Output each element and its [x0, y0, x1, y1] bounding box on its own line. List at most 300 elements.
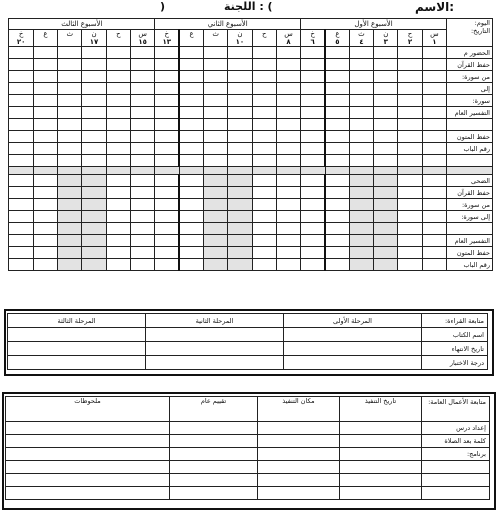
grid-cell[interactable] [106, 199, 130, 211]
grid-cell[interactable] [398, 259, 422, 271]
grid-cell[interactable] [349, 187, 373, 199]
grid-cell[interactable] [276, 259, 300, 271]
grid-cell[interactable] [374, 71, 398, 83]
grid-cell[interactable] [276, 199, 300, 211]
grid-cell[interactable] [33, 247, 57, 259]
grid-cell[interactable] [106, 95, 130, 107]
grid-cell[interactable] [228, 155, 252, 167]
grid-cell[interactable] [301, 187, 325, 199]
grid-cell[interactable] [58, 59, 82, 71]
grid-cell[interactable] [374, 235, 398, 247]
grid-cell[interactable] [374, 47, 398, 59]
public-works-cell[interactable] [258, 474, 340, 487]
grid-cell[interactable] [106, 175, 130, 187]
grid-cell[interactable] [228, 247, 252, 259]
grid-cell[interactable] [398, 235, 422, 247]
grid-cell[interactable] [276, 247, 300, 259]
grid-cell[interactable] [398, 71, 422, 83]
grid-cell[interactable] [155, 235, 179, 247]
grid-cell[interactable] [422, 131, 446, 143]
grid-cell[interactable] [131, 187, 155, 199]
grid-cell[interactable] [155, 259, 179, 271]
grid-cell[interactable] [82, 175, 106, 187]
grid-cell[interactable] [422, 143, 446, 155]
grid-cell[interactable] [179, 155, 203, 167]
public-works-cell[interactable] [340, 435, 422, 448]
grid-cell[interactable] [422, 235, 446, 247]
grid-cell[interactable] [228, 175, 252, 187]
grid-cell[interactable] [398, 187, 422, 199]
grid-cell[interactable] [106, 259, 130, 271]
grid-cell[interactable] [131, 247, 155, 259]
grid-cell[interactable] [33, 175, 57, 187]
grid-cell[interactable] [203, 211, 227, 223]
grid-cell[interactable] [179, 223, 203, 235]
grid-cell[interactable] [33, 259, 57, 271]
grid-cell[interactable] [398, 223, 422, 235]
grid-cell[interactable] [252, 71, 276, 83]
finish-date-stage-2[interactable] [146, 342, 284, 356]
public-works-cell[interactable] [340, 448, 422, 461]
grid-cell[interactable] [398, 107, 422, 119]
grid-cell[interactable] [9, 187, 33, 199]
grid-cell[interactable] [203, 247, 227, 259]
grid-cell[interactable] [325, 187, 349, 199]
grid-cell[interactable] [422, 107, 446, 119]
grid-cell[interactable] [276, 131, 300, 143]
grid-cell[interactable] [325, 107, 349, 119]
grid-cell[interactable] [131, 83, 155, 95]
grid-cell[interactable] [252, 59, 276, 71]
grid-cell[interactable] [276, 187, 300, 199]
grid-cell[interactable] [9, 247, 33, 259]
grid-cell[interactable] [301, 71, 325, 83]
grid-cell[interactable] [9, 95, 33, 107]
public-works-cell[interactable] [6, 422, 170, 435]
grid-cell[interactable] [155, 59, 179, 71]
grid-cell[interactable] [58, 47, 82, 59]
grid-cell[interactable] [374, 247, 398, 259]
grid-cell[interactable] [325, 247, 349, 259]
grid-cell[interactable] [228, 259, 252, 271]
grid-cell[interactable] [106, 83, 130, 95]
grid-cell[interactable] [179, 143, 203, 155]
grid-cell[interactable] [106, 71, 130, 83]
grid-cell[interactable] [349, 175, 373, 187]
grid-cell[interactable] [33, 187, 57, 199]
grid-cell[interactable] [228, 211, 252, 223]
grid-cell[interactable] [252, 47, 276, 59]
grid-cell[interactable] [325, 199, 349, 211]
grid-cell[interactable] [179, 47, 203, 59]
grid-cell[interactable] [82, 119, 106, 131]
grid-cell[interactable] [131, 71, 155, 83]
grid-cell[interactable] [349, 143, 373, 155]
grid-cell[interactable] [325, 131, 349, 143]
grid-cell[interactable] [82, 187, 106, 199]
grid-cell[interactable] [203, 235, 227, 247]
grid-cell[interactable] [398, 199, 422, 211]
public-works-cell[interactable] [340, 474, 422, 487]
grid-cell[interactable] [82, 235, 106, 247]
finish-date-stage-1[interactable] [284, 342, 422, 356]
grid-cell[interactable] [374, 155, 398, 167]
grid-cell[interactable] [155, 83, 179, 95]
grid-cell[interactable] [374, 83, 398, 95]
grid-cell[interactable] [106, 247, 130, 259]
grid-cell[interactable] [33, 59, 57, 71]
grid-cell[interactable] [422, 259, 446, 271]
grid-cell[interactable] [58, 259, 82, 271]
grid-cell[interactable] [58, 119, 82, 131]
grid-cell[interactable] [33, 199, 57, 211]
grid-cell[interactable] [325, 71, 349, 83]
grid-cell[interactable] [252, 95, 276, 107]
grid-cell[interactable] [349, 59, 373, 71]
grid-cell[interactable] [374, 143, 398, 155]
grid-cell[interactable] [276, 83, 300, 95]
grid-cell[interactable] [203, 131, 227, 143]
grid-cell[interactable] [374, 259, 398, 271]
grid-cell[interactable] [325, 155, 349, 167]
grid-cell[interactable] [131, 235, 155, 247]
grid-cell[interactable] [179, 175, 203, 187]
grid-cell[interactable] [398, 247, 422, 259]
grid-cell[interactable] [301, 155, 325, 167]
grid-cell[interactable] [131, 95, 155, 107]
grid-cell[interactable] [9, 155, 33, 167]
grid-cell[interactable] [82, 107, 106, 119]
grid-cell[interactable] [179, 199, 203, 211]
grid-cell[interactable] [106, 107, 130, 119]
grid-cell[interactable] [422, 247, 446, 259]
grid-cell[interactable] [82, 95, 106, 107]
grid-cell[interactable] [179, 235, 203, 247]
grid-cell[interactable] [325, 259, 349, 271]
grid-cell[interactable] [131, 211, 155, 223]
grid-cell[interactable] [106, 235, 130, 247]
grid-cell[interactable] [58, 235, 82, 247]
grid-cell[interactable] [203, 95, 227, 107]
grid-cell[interactable] [82, 259, 106, 271]
exam-grade-stage-1[interactable] [284, 356, 422, 370]
grid-cell[interactable] [58, 71, 82, 83]
grid-cell[interactable] [58, 143, 82, 155]
grid-cell[interactable] [33, 83, 57, 95]
grid-cell[interactable] [155, 211, 179, 223]
grid-cell[interactable] [422, 223, 446, 235]
grid-cell[interactable] [155, 119, 179, 131]
grid-cell[interactable] [58, 199, 82, 211]
grid-cell[interactable] [301, 59, 325, 71]
grid-cell[interactable] [58, 211, 82, 223]
finish-date-stage-3[interactable] [8, 342, 146, 356]
grid-cell[interactable] [82, 71, 106, 83]
grid-cell[interactable] [228, 235, 252, 247]
grid-cell[interactable] [33, 119, 57, 131]
grid-cell[interactable] [349, 223, 373, 235]
grid-cell[interactable] [58, 131, 82, 143]
grid-cell[interactable] [179, 107, 203, 119]
grid-cell[interactable] [301, 131, 325, 143]
public-works-cell[interactable] [340, 461, 422, 474]
grid-cell[interactable] [422, 155, 446, 167]
grid-cell[interactable] [203, 59, 227, 71]
grid-cell[interactable] [276, 95, 300, 107]
grid-cell[interactable] [252, 119, 276, 131]
grid-cell[interactable] [106, 119, 130, 131]
grid-cell[interactable] [58, 247, 82, 259]
grid-cell[interactable] [276, 143, 300, 155]
grid-cell[interactable] [203, 143, 227, 155]
grid-cell[interactable] [203, 47, 227, 59]
grid-cell[interactable] [203, 223, 227, 235]
grid-cell[interactable] [228, 47, 252, 59]
grid-cell[interactable] [33, 235, 57, 247]
public-works-cell[interactable] [170, 461, 258, 474]
grid-cell[interactable] [325, 223, 349, 235]
grid-cell[interactable] [301, 199, 325, 211]
grid-cell[interactable] [9, 47, 33, 59]
grid-cell[interactable] [374, 95, 398, 107]
grid-cell[interactable] [228, 71, 252, 83]
grid-cell[interactable] [131, 143, 155, 155]
grid-cell[interactable] [398, 211, 422, 223]
book-name-stage-3[interactable] [8, 328, 146, 342]
grid-cell[interactable] [422, 211, 446, 223]
grid-cell[interactable] [252, 155, 276, 167]
public-works-cell[interactable] [170, 422, 258, 435]
grid-cell[interactable] [228, 95, 252, 107]
grid-cell[interactable] [252, 107, 276, 119]
grid-cell[interactable] [106, 143, 130, 155]
grid-cell[interactable] [203, 119, 227, 131]
grid-cell[interactable] [349, 155, 373, 167]
grid-cell[interactable] [349, 211, 373, 223]
grid-cell[interactable] [58, 95, 82, 107]
grid-cell[interactable] [276, 211, 300, 223]
grid-cell[interactable] [349, 259, 373, 271]
grid-cell[interactable] [276, 235, 300, 247]
grid-cell[interactable] [228, 223, 252, 235]
grid-cell[interactable] [301, 175, 325, 187]
grid-cell[interactable] [106, 59, 130, 71]
public-works-cell[interactable] [258, 461, 340, 474]
grid-cell[interactable] [349, 71, 373, 83]
grid-cell[interactable] [301, 143, 325, 155]
grid-cell[interactable] [9, 175, 33, 187]
grid-cell[interactable] [228, 199, 252, 211]
grid-cell[interactable] [58, 175, 82, 187]
grid-cell[interactable] [325, 119, 349, 131]
grid-cell[interactable] [155, 71, 179, 83]
grid-cell[interactable] [33, 131, 57, 143]
grid-cell[interactable] [106, 211, 130, 223]
grid-cell[interactable] [398, 143, 422, 155]
grid-cell[interactable] [252, 83, 276, 95]
grid-cell[interactable] [82, 131, 106, 143]
grid-cell[interactable] [155, 107, 179, 119]
grid-cell[interactable] [301, 247, 325, 259]
grid-cell[interactable] [179, 83, 203, 95]
grid-cell[interactable] [179, 187, 203, 199]
grid-cell[interactable] [252, 175, 276, 187]
grid-cell[interactable] [131, 119, 155, 131]
grid-cell[interactable] [301, 107, 325, 119]
grid-cell[interactable] [106, 223, 130, 235]
book-name-stage-1[interactable] [284, 328, 422, 342]
grid-cell[interactable] [301, 83, 325, 95]
grid-cell[interactable] [155, 47, 179, 59]
public-works-cell[interactable] [258, 448, 340, 461]
grid-cell[interactable] [252, 223, 276, 235]
grid-cell[interactable] [276, 71, 300, 83]
grid-cell[interactable] [301, 95, 325, 107]
grid-cell[interactable] [9, 119, 33, 131]
exam-grade-stage-2[interactable] [146, 356, 284, 370]
grid-cell[interactable] [179, 211, 203, 223]
grid-cell[interactable] [155, 95, 179, 107]
grid-cell[interactable] [301, 47, 325, 59]
grid-cell[interactable] [58, 155, 82, 167]
grid-cell[interactable] [131, 107, 155, 119]
grid-cell[interactable] [33, 223, 57, 235]
grid-cell[interactable] [9, 131, 33, 143]
grid-cell[interactable] [131, 47, 155, 59]
grid-cell[interactable] [422, 119, 446, 131]
grid-cell[interactable] [374, 187, 398, 199]
grid-cell[interactable] [82, 83, 106, 95]
grid-cell[interactable] [301, 119, 325, 131]
grid-cell[interactable] [349, 199, 373, 211]
public-works-cell[interactable] [258, 435, 340, 448]
grid-cell[interactable] [398, 175, 422, 187]
grid-cell[interactable] [203, 155, 227, 167]
grid-cell[interactable] [252, 187, 276, 199]
grid-cell[interactable] [203, 83, 227, 95]
grid-cell[interactable] [422, 187, 446, 199]
grid-cell[interactable] [9, 107, 33, 119]
grid-cell[interactable] [179, 131, 203, 143]
grid-cell[interactable] [33, 71, 57, 83]
grid-cell[interactable] [82, 59, 106, 71]
grid-cell[interactable] [155, 175, 179, 187]
public-works-cell[interactable] [170, 474, 258, 487]
grid-cell[interactable] [82, 155, 106, 167]
grid-cell[interactable] [203, 71, 227, 83]
grid-cell[interactable] [374, 131, 398, 143]
public-works-cell[interactable] [6, 474, 170, 487]
grid-cell[interactable] [349, 131, 373, 143]
grid-cell[interactable] [9, 259, 33, 271]
public-works-cell[interactable] [258, 487, 340, 500]
grid-cell[interactable] [155, 131, 179, 143]
grid-cell[interactable] [82, 223, 106, 235]
grid-cell[interactable] [301, 235, 325, 247]
grid-cell[interactable] [325, 95, 349, 107]
grid-cell[interactable] [422, 83, 446, 95]
grid-cell[interactable] [301, 211, 325, 223]
grid-cell[interactable] [374, 223, 398, 235]
grid-cell[interactable] [252, 143, 276, 155]
grid-cell[interactable] [179, 71, 203, 83]
grid-cell[interactable] [9, 83, 33, 95]
grid-cell[interactable] [276, 155, 300, 167]
grid-cell[interactable] [398, 59, 422, 71]
public-works-cell[interactable] [6, 448, 170, 461]
grid-cell[interactable] [252, 259, 276, 271]
public-works-cell[interactable] [6, 487, 170, 500]
grid-cell[interactable] [9, 143, 33, 155]
grid-cell[interactable] [9, 235, 33, 247]
grid-cell[interactable] [252, 199, 276, 211]
grid-cell[interactable] [349, 119, 373, 131]
grid-cell[interactable] [349, 95, 373, 107]
grid-cell[interactable] [131, 199, 155, 211]
grid-cell[interactable] [349, 83, 373, 95]
grid-cell[interactable] [374, 59, 398, 71]
grid-cell[interactable] [349, 107, 373, 119]
grid-cell[interactable] [82, 247, 106, 259]
grid-cell[interactable] [155, 223, 179, 235]
grid-cell[interactable] [58, 223, 82, 235]
grid-cell[interactable] [58, 187, 82, 199]
grid-cell[interactable] [398, 83, 422, 95]
grid-cell[interactable] [203, 175, 227, 187]
grid-cell[interactable] [422, 59, 446, 71]
grid-cell[interactable] [9, 223, 33, 235]
public-works-cell[interactable] [258, 422, 340, 435]
grid-cell[interactable] [203, 107, 227, 119]
grid-cell[interactable] [131, 59, 155, 71]
grid-cell[interactable] [179, 259, 203, 271]
public-works-cell[interactable] [170, 448, 258, 461]
grid-cell[interactable] [82, 211, 106, 223]
grid-cell[interactable] [33, 155, 57, 167]
grid-cell[interactable] [82, 47, 106, 59]
grid-cell[interactable] [58, 83, 82, 95]
grid-cell[interactable] [252, 235, 276, 247]
grid-cell[interactable] [228, 143, 252, 155]
grid-cell[interactable] [82, 143, 106, 155]
grid-cell[interactable] [155, 155, 179, 167]
grid-cell[interactable] [228, 59, 252, 71]
grid-cell[interactable] [179, 247, 203, 259]
grid-cell[interactable] [276, 175, 300, 187]
grid-cell[interactable] [58, 107, 82, 119]
grid-cell[interactable] [398, 47, 422, 59]
grid-cell[interactable] [422, 47, 446, 59]
book-name-stage-2[interactable] [146, 328, 284, 342]
grid-cell[interactable] [33, 47, 57, 59]
grid-cell[interactable] [374, 107, 398, 119]
grid-cell[interactable] [301, 223, 325, 235]
grid-cell[interactable] [179, 119, 203, 131]
grid-cell[interactable] [325, 211, 349, 223]
grid-cell[interactable] [179, 95, 203, 107]
grid-cell[interactable] [276, 223, 300, 235]
grid-cell[interactable] [349, 235, 373, 247]
grid-cell[interactable] [131, 155, 155, 167]
public-works-cell[interactable] [6, 461, 170, 474]
grid-cell[interactable] [131, 175, 155, 187]
grid-cell[interactable] [155, 143, 179, 155]
grid-cell[interactable] [33, 107, 57, 119]
grid-cell[interactable] [398, 119, 422, 131]
grid-cell[interactable] [422, 95, 446, 107]
grid-cell[interactable] [9, 59, 33, 71]
public-works-cell[interactable] [170, 435, 258, 448]
